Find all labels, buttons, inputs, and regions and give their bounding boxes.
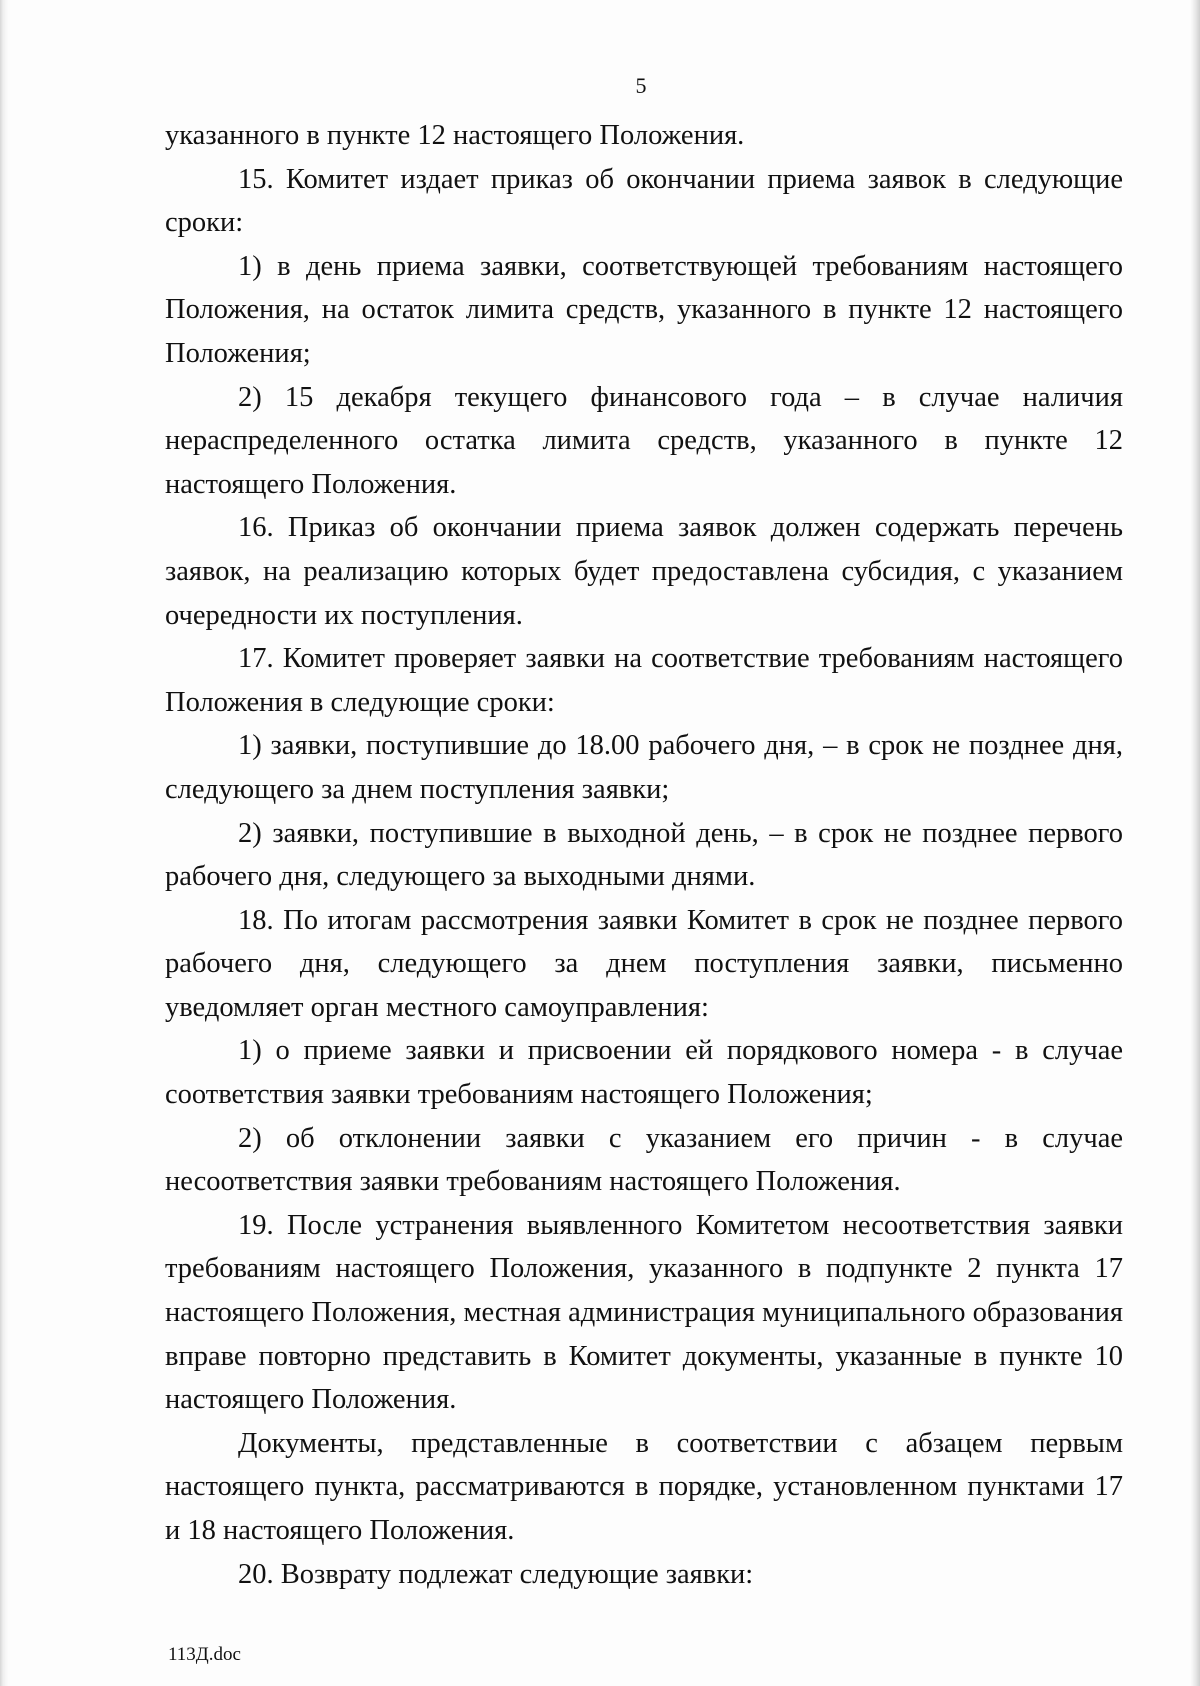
document-body [165,114,1123,1596]
paragraph-item-17-sub-2: 2) заявки, поступившие в выходной день, – в срок не позднее первого рабочего дня, следующего за выходными днями. [165,817,1123,893]
paragraph-item-18-sub-1: 1) о приеме заявки и присвоении ей порядкового номера - в случае соответствия заявки требованиям настоящего Положения; [165,1035,1123,1111]
paragraph-item-19: 19. После устранения выявленного Комитетом несоответствия заявки требованиям настоящего Положения, указанного в подпункте 2 пункта 17 настоящего Положения, местная администрация муниципального образования вправе повторно представить в Комитет документы, указанные в пункте 10 настоящего Положения. [165,1209,1123,1416]
paragraph-item-15-sub-1: 1) в день приема заявки, соответствующей требованиям настоящего Положения, на остаток лимита средств, указанного в пункте 12 настоящего Положения; [165,250,1123,369]
footer-filename: 113Д.doc [168,1644,241,1665]
paragraph-item-20: 20. Возврату подлежат следующие заявки: [238,1558,754,1590]
paragraph-item-18: 18. По итогам рассмотрения заявки Комитет в срок не позднее первого рабочего дня, следующего за днем поступления заявки, письменно уведомляет орган местного самоуправления: [165,904,1123,1023]
paragraph-continuation: указанного в пункте 12 настоящего Положения. [165,120,745,151]
scan-edge-right [1190,0,1200,1686]
paragraph-item-17: 17. Комитет проверяет заявки на соответствие требованиям настоящего Положения в следующие сроки: [165,643,1123,718]
paragraph-item-19-documents: Документы, представленные в соответствии с абзацем первым настоящего пункта, рассматриваются в порядке, установленном пунктами 17 и 18 настоящего Положения. [165,1427,1123,1546]
scan-edge-left [0,0,10,1686]
paragraph-item-15: 15. Комитет издает приказ об окончании приема заявок в следующие сроки: [165,163,1123,239]
paragraph-item-16: 16. Приказ об окончании приема заявок должен содержать перечень заявок, на реализацию которых будет предоставлена субсидия, с указанием очередности их поступления. [165,512,1123,631]
page-number: 5 [635,73,647,98]
paragraph-item-18-sub-2: 2) об отклонении заявки с указанием его причин - в случае несоответствия заявки требованиям настоящего Положения. [165,1122,1123,1198]
paragraph-item-15-sub-2: 2) 15 декабря текущего финансового года – в случае наличия нераспределенного остатка лимита средств, указанного в пункте 12 настоящего Положения. [165,381,1123,500]
paragraph-item-17-sub-1: 1) заявки, поступившие до 18.00 рабочего дня, – в срок не позднее дня, следующего за днем поступления заявки; [165,730,1123,805]
